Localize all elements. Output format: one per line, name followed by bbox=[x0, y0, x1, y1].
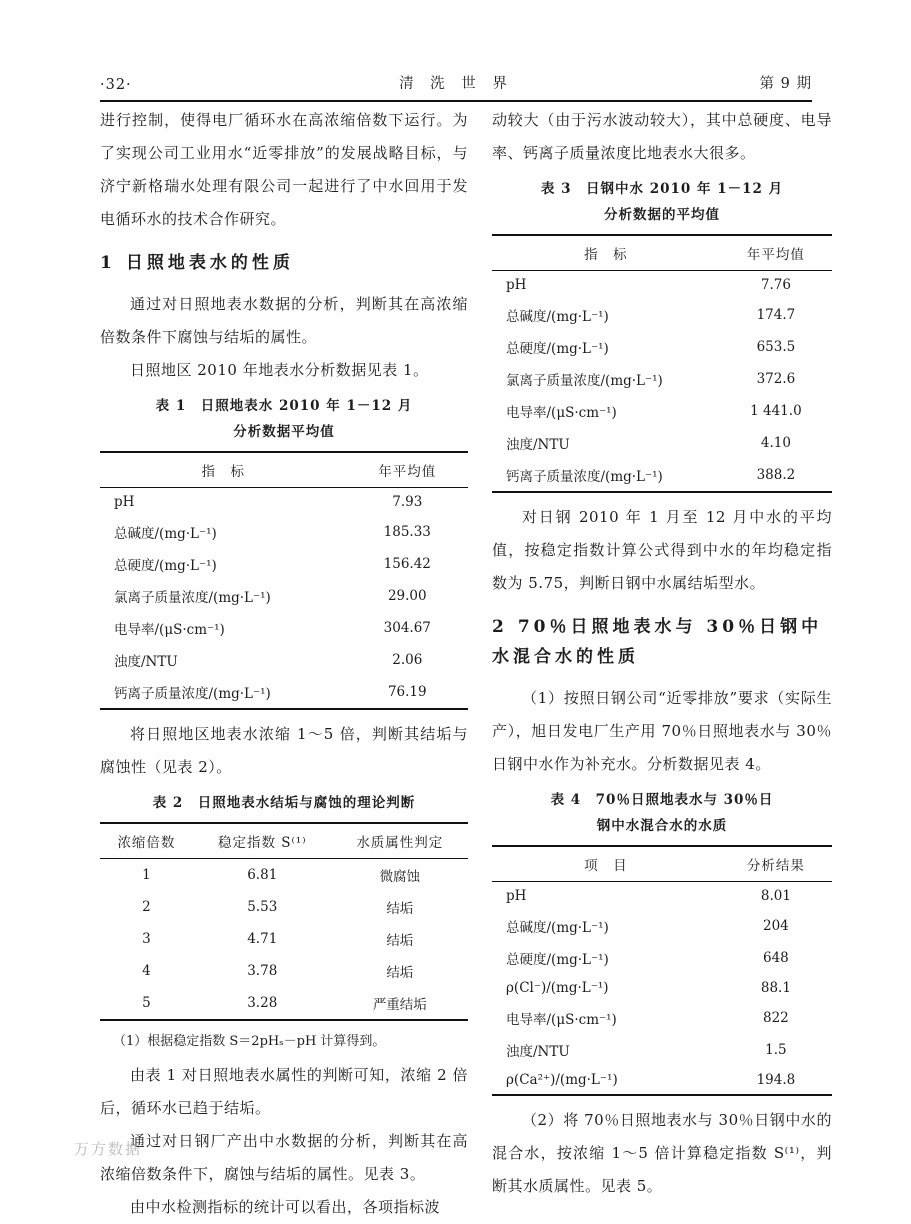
table-row bbox=[492, 459, 832, 492]
table-row bbox=[492, 910, 832, 942]
table-row bbox=[492, 974, 832, 1002]
table2-footnote: （1）根据稳定指数 S＝2pHₛ－pH 计算得到。 bbox=[113, 1034, 386, 1049]
paragraph: 通过对日照地表水数据的分析，判断其在高浓缩倍数条件下腐蚀与结垢的属性。 bbox=[100, 295, 468, 346]
table-cell: 总碱度/(mg·L⁻¹) bbox=[114, 526, 217, 542]
table3-body bbox=[492, 271, 832, 493]
table-cell: 浊度/NTU bbox=[506, 437, 570, 453]
table3-header-average: 年平均值 bbox=[720, 235, 832, 271]
two-column-layout bbox=[100, 104, 832, 1224]
table1-body bbox=[100, 488, 468, 710]
page-number: ·32· bbox=[100, 77, 132, 93]
table-cell: 钙离子质量浓度/(mg·L⁻¹) bbox=[506, 469, 663, 485]
table-cell: 总碱度/(mg·L⁻¹) bbox=[506, 309, 609, 325]
table-cell: 总硬度/(mg·L⁻¹) bbox=[114, 558, 217, 574]
table-cell: 7.76 bbox=[760, 277, 791, 293]
section-title: 日照地表水的性质 bbox=[125, 253, 294, 273]
table-row bbox=[100, 488, 468, 517]
table-cell: 822 bbox=[763, 1010, 789, 1026]
table-cell: 29.00 bbox=[387, 588, 427, 604]
table-cell: 氯离子质量浓度/(mg·L⁻¹) bbox=[506, 373, 663, 389]
left-column bbox=[100, 104, 468, 1224]
table-row bbox=[492, 942, 832, 974]
table-cell: 4.10 bbox=[760, 435, 791, 451]
table-row bbox=[100, 548, 468, 580]
table-cell: 6.81 bbox=[247, 867, 278, 883]
table-cell: 结垢 bbox=[386, 965, 414, 981]
table-cell: 严重结垢 bbox=[372, 997, 427, 1013]
table2-body bbox=[100, 859, 468, 1021]
table-row bbox=[100, 891, 468, 923]
section-title: 70％日照地表水与 30％日钢中水混合水的性质 bbox=[492, 617, 823, 667]
table-cell: 1 441.0 bbox=[750, 403, 802, 419]
table2-scaling-judgment bbox=[100, 822, 468, 1021]
table-cell: pH bbox=[506, 277, 527, 293]
paragraph: 日照地区 2010 年地表水分析数据见表 1。 bbox=[130, 361, 429, 379]
table-cell: 总硬度/(mg·L⁻¹) bbox=[506, 341, 609, 357]
paragraph: 由中水检测指标的统计可以看出，各项指标波 bbox=[130, 1198, 441, 1216]
table-cell: 3 bbox=[142, 931, 151, 947]
table4-body bbox=[492, 882, 832, 1096]
table-cell: ρ(Ca²⁺)/(mg·L⁻¹) bbox=[506, 1072, 618, 1088]
table1-caption-line1: 表 1 日照地表水 2010 年 1－12 月 bbox=[155, 398, 413, 414]
table-cell: 648 bbox=[763, 950, 789, 966]
table-cell: 钙离子质量浓度/(mg·L⁻¹) bbox=[114, 686, 271, 702]
table-row bbox=[100, 644, 468, 676]
table-cell: 1.5 bbox=[765, 1042, 787, 1058]
table-cell: 185.33 bbox=[383, 524, 431, 540]
table-cell: 5 bbox=[142, 995, 151, 1011]
table-cell: 156.42 bbox=[383, 556, 431, 572]
table2-header bbox=[100, 823, 468, 859]
table-row bbox=[100, 955, 468, 987]
table4-header bbox=[492, 846, 832, 882]
table-cell: 388.2 bbox=[756, 467, 796, 483]
table-cell: 76.19 bbox=[387, 684, 427, 700]
table-row bbox=[100, 676, 468, 709]
section-number: 2 bbox=[492, 617, 504, 637]
paragraph-continuation: 动较大（由于污水波动较大），其中总硬度、电导率、钙离子质量浓度比地表水大很多。 bbox=[492, 111, 832, 162]
table-cell: 微腐蚀 bbox=[379, 869, 421, 885]
table-cell: 4.71 bbox=[247, 931, 278, 947]
table-cell: 4 bbox=[142, 963, 151, 979]
table-cell: 8.01 bbox=[760, 888, 791, 904]
table-row bbox=[100, 923, 468, 955]
table3-caption bbox=[492, 176, 832, 228]
table-cell: 3.78 bbox=[247, 963, 278, 979]
table-row bbox=[492, 363, 832, 395]
table-cell: 372.6 bbox=[756, 371, 796, 387]
table-cell: 174.7 bbox=[756, 307, 796, 323]
table2-header-stability-index: 稳定指数 S⁽¹⁾ bbox=[193, 823, 332, 859]
paragraph: 由表 1 对日照地表水属性的判断可知，浓缩 2 倍后，循环水已趋于结垢。 bbox=[100, 1066, 468, 1117]
paragraph: （1）按照日钢公司“近零排放”要求（实际生产），旭日发电厂生产用 70％日照地表水与 30％日钢中水作为补充水。分析数据见表 4。 bbox=[492, 689, 832, 773]
table-row bbox=[492, 271, 832, 300]
table-row bbox=[100, 580, 468, 612]
section-heading-1 bbox=[100, 248, 468, 278]
paragraph: （2）将 70％日照地表水与 30％日钢中水的混合水，按浓缩 1～5 倍计算稳定指数 S⁽¹⁾，判断其水质属性。见表 5。 bbox=[492, 1111, 832, 1195]
table2-header-property: 水质属性判定 bbox=[332, 823, 468, 859]
table-cell: 总碱度/(mg·L⁻¹) bbox=[506, 920, 609, 936]
paragraph: 将日照地区地表水浓缩 1～5 倍，判断其结垢与腐蚀性（见表 2）。 bbox=[100, 725, 468, 776]
table-row bbox=[492, 299, 832, 331]
table4-header-result: 分析结果 bbox=[720, 846, 832, 882]
paragraph: 通过对日钢厂产出中水数据的分析，判断其在高浓缩倍数条件下，腐蚀与结垢的属性。见表 3。 bbox=[100, 1132, 468, 1183]
table3-header-indicator: 指 标 bbox=[492, 235, 720, 271]
table-cell: 304.67 bbox=[383, 620, 431, 636]
section-heading-2 bbox=[492, 612, 832, 672]
table4-caption bbox=[492, 787, 832, 839]
table1-surface-water bbox=[100, 451, 468, 710]
table3-header bbox=[492, 235, 832, 271]
table-row bbox=[492, 882, 832, 911]
table-row bbox=[492, 331, 832, 363]
issue-label: 第 9 期 bbox=[759, 76, 812, 92]
table-cell: 3.28 bbox=[247, 995, 278, 1011]
table-row bbox=[492, 1034, 832, 1066]
table-row bbox=[100, 987, 468, 1020]
table-cell: 204 bbox=[763, 918, 789, 934]
table-cell: 结垢 bbox=[386, 933, 414, 949]
table-row bbox=[100, 612, 468, 644]
table-cell: 5.53 bbox=[247, 899, 278, 915]
table-row bbox=[100, 859, 468, 892]
table-cell: 氯离子质量浓度/(mg·L⁻¹) bbox=[114, 590, 271, 606]
table1-header bbox=[100, 452, 468, 488]
table-cell: 653.5 bbox=[756, 339, 796, 355]
table4-caption-line1: 表 4 70％日照地表水与 30％日 bbox=[550, 792, 774, 808]
table3-reclaimed-water bbox=[492, 234, 832, 493]
paragraph: 对日钢 2010 年 1 月至 12 月中水的平均值，按稳定指数计算公式得到中水的年均稳定指数为 5.75，判断日钢中水属结垢型水。 bbox=[492, 508, 832, 592]
table-cell: 电导率/(μS·cm⁻¹) bbox=[114, 622, 225, 638]
section-number: 1 bbox=[100, 253, 112, 273]
table4-header-item: 项 目 bbox=[492, 846, 720, 882]
table-cell: 电导率/(μS·cm⁻¹) bbox=[506, 1012, 617, 1028]
table-row bbox=[492, 427, 832, 459]
page-header bbox=[100, 72, 812, 102]
table-row bbox=[100, 516, 468, 548]
table-cell: 1 bbox=[142, 867, 151, 883]
table-cell: 7.93 bbox=[392, 494, 423, 510]
table-cell: 2.06 bbox=[392, 652, 423, 668]
table-cell: ρ(Cl⁻)/(mg·L⁻¹) bbox=[506, 980, 609, 996]
table-row bbox=[492, 395, 832, 427]
table-cell: 194.8 bbox=[756, 1072, 796, 1088]
table-row bbox=[492, 1066, 832, 1095]
wanfang-watermark: 万方数据 bbox=[74, 1140, 143, 1158]
table4-caption-line2: 钢中水混合水的水质 bbox=[596, 818, 728, 834]
table1-header-average: 年平均值 bbox=[347, 452, 468, 488]
table1-caption bbox=[100, 393, 468, 445]
paragraph-continuation: 进行控制，使得电厂循环水在高浓缩倍数下运行。为了实现公司工业用水“近零排放”的发展战略目标，与济宁新格瑞水处理有限公司一起进行了中水回用于发电循环水的技术合作研究。 bbox=[100, 111, 468, 228]
table3-caption-line1: 表 3 日钢中水 2010 年 1－12 月 bbox=[540, 181, 784, 197]
table-row bbox=[492, 1002, 832, 1034]
right-column bbox=[492, 104, 832, 1224]
table2-caption: 表 2 日照地表水结垢与腐蚀的理论判断 bbox=[152, 795, 416, 811]
table-cell: 浊度/NTU bbox=[114, 654, 178, 670]
table-cell: 88.1 bbox=[760, 980, 791, 996]
journal-title: 清 洗 世 界 bbox=[399, 76, 513, 92]
table-cell: 电导率/(μS·cm⁻¹) bbox=[506, 405, 617, 421]
table-cell: 总硬度/(mg·L⁻¹) bbox=[506, 952, 609, 968]
table-cell: 结垢 bbox=[386, 901, 414, 917]
table3-caption-line2: 分析数据的平均值 bbox=[604, 207, 720, 223]
table-cell: 2 bbox=[142, 899, 151, 915]
table1-header-indicator: 指 标 bbox=[100, 452, 347, 488]
table-cell: 浊度/NTU bbox=[506, 1044, 570, 1060]
table-cell: pH bbox=[506, 888, 527, 904]
table4-mixed-water bbox=[492, 845, 832, 1096]
table2-header-concentration: 浓缩倍数 bbox=[100, 823, 193, 859]
table1-caption-line2: 分析数据平均值 bbox=[233, 424, 335, 440]
table-cell: pH bbox=[114, 494, 135, 510]
